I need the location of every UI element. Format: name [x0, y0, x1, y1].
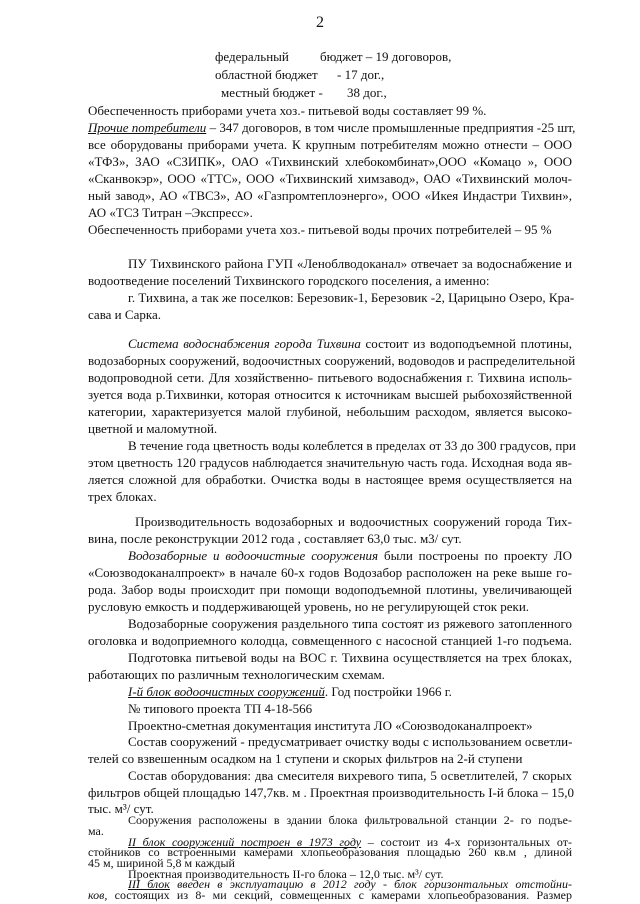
text-line: водопроводной сети. Для хозяйственно- питьевого водоснабжения г. Тихвина исполь- — [88, 370, 572, 385]
budget-regional-name: областной бюджет — [215, 67, 318, 82]
text-segment: состоящих из 8- ми секций, совмещенных с камерами хлопьеобразования. Размер — [107, 888, 572, 902]
heading-other-consumers: Прочие потребители — [88, 120, 207, 135]
text-segment: 45 м, шириной 5,8 м каждый — [88, 855, 235, 870]
text-line: Подготовка питьевой воды на ВОС г. Тихвина осуществляется на трех блоках, — [128, 650, 572, 665]
text-line — [88, 889, 572, 902]
text-line: Водозаборные сооружения раздельного типа состоят из ряжевого затопленного — [128, 616, 572, 631]
heading-water-system: Система водоснабжения города Тихвина — [128, 336, 361, 351]
text-segment: – состоит из 4-х горизонтальных от- — [361, 834, 572, 849]
text-line: оголовка и водоприемного колодца, совмещенного с насосной станцией 1-го подъема. — [88, 633, 572, 648]
heading-block-2: II блок сооружений построен в 1973 году — [128, 834, 362, 849]
text-line: «ТФЗ», ЗАО «СЗИПК», ОАО «Тихвинский хлебокомбинат»,ООО «Комацо », ООО — [88, 154, 572, 169]
text-segment: Сооружения расположены в здании блока фильтровальной станции 2- го подъе- — [128, 813, 572, 828]
budget-local-name: местный бюджет - — [221, 85, 323, 100]
text-line: Обеспеченность приборами учета хоз.- питьевой воды составляет 99 %. — [88, 103, 487, 118]
text-segment: ков, — [88, 888, 108, 902]
text-line: АО «ТСЗ Титран –Экспресс». — [88, 205, 253, 220]
page-number: 2 — [316, 14, 324, 31]
text-segment: Проектная производительность II-го блока – 12,0 тыс. м³/ сут. — [128, 866, 444, 881]
text-line: ляется сложной для обработки. Очистка воды в настоящее время осуществляется на — [88, 472, 572, 487]
text-segment: стойников со встроенными камерами хлопьеобразования площадью 260 кв.м , длиной — [88, 845, 572, 860]
text-line: Состав сооружений - предусматривает очистку воды с использованием осветли- — [128, 734, 573, 750]
budget-regional-text: - 17 дог., — [337, 67, 385, 82]
text-line: г. Тихвина, а так же поселков: Березовик-1, Березовик -2, Царицыно Озеро, Кра- — [128, 290, 575, 305]
budget-federal-name: федеральный — [215, 49, 289, 64]
text-line: Водозаборные и водоочистные сооружения были построены по проекту ЛО — [128, 548, 572, 563]
text-line: фильтров общей площадью 147,7кв. м . Проектная производительность I-й блока – 15,0 — [88, 784, 574, 800]
text-line: В течение года цветность воды колеблется в пределах от 33 до 300 градусов, при — [128, 438, 576, 453]
text-line: вина, после реконструкции 2012 года , составляет 63,0 тыс. м3/ сут. — [88, 531, 462, 546]
text-segment: ма. — [88, 823, 104, 838]
text-line: ный завод», АО «ТВСЗ», АО «Газпромтеплоэнерго», ООО «Икея Индастри Тихвин», — [88, 188, 572, 203]
budget-federal-text: бюджет – 19 договоров, — [320, 49, 452, 64]
text-line: рода. Забор воды происходит при помощи водоподъемной плотины, увеличивающей — [88, 582, 572, 597]
text-line: ПУ Тихвинского района ГУП «Леноблводоканал» отвечает за водоснабжение и — [128, 256, 572, 271]
text-line: Проектно-сметная документация института ЛО «Союзводоканалпроект» — [128, 717, 533, 733]
text-line: Состав оборудования: два смесителя вихревого типа, 5 осветлителей, 7 скорых — [128, 767, 572, 783]
text-line: Прочие потребители – 347 договоров, в том числе промышленные предприятия -25 шт, — [88, 120, 576, 135]
text-line: все оборудованы приборами учета. К крупным потребителям можно отнести – ООО — [88, 137, 572, 152]
text-line: тыс. м³/ сут. — [88, 801, 154, 817]
text-line: трех блоках. — [88, 489, 157, 504]
heading-block-1: I-й блок водоочистных сооружений — [128, 684, 325, 699]
text-line: телей со взвешенным осадком на 1 ступени и скорых фильтров на 2-й ступени — [88, 751, 523, 766]
text-line: I-й блок водоочистных сооружений. Год постройки 1966 г. — [128, 684, 452, 699]
text-line: Система водоснабжения города Тихвина состоит из водоподъемной плотины, — [128, 336, 573, 351]
text-line: категории, характеризуется малой глубиной, небольшим расходом, является высоко- — [88, 404, 572, 419]
text-line: водозаборных сооружений, водоочистных сооружений, водоводов и распределительной — [88, 353, 576, 368]
text-segment: введен в эксплуатацию в 2012 году - блок горизонтальных отстойни- — [169, 877, 572, 892]
text-line: Производительность водозаборных и водоочистных сооружений города Тих- — [135, 514, 572, 529]
text-line: работающих по различным технологическим схемам. — [88, 667, 385, 682]
text-line: «Союзводоканалпроект» в начале 60-х годов Водозабор расположен на реке выше го- — [88, 565, 572, 580]
text-line: водоотведение поселений Тихвинского городского поселения, а именно: — [88, 273, 490, 288]
text-line: цветной и маломутной. — [88, 421, 218, 436]
heading-intake-facilities: Водозаборные и водоочистные сооружения — [128, 548, 379, 563]
text-line: Обеспеченность приборами учета хоз.- питьевой воды прочих потребителей – 95 % — [88, 222, 552, 237]
budget-local-text: 38 дог., — [347, 85, 387, 100]
text-line: этом цветность 120 градусов наблюдается значительную часть года. Исходная вода яв- — [88, 455, 572, 470]
text-line: № типового проекта ТП 4-18-566 — [128, 700, 313, 716]
text-line: русловую емкость и поддерживающей уровень, но не регулирующей сток реки. — [88, 599, 530, 614]
text-line: «Сканвокэр», ООО «ТТС», ООО «Тихвинский химзавод», ОАО «Тихвинский молоч- — [88, 171, 572, 186]
heading-block-3: III блок — [128, 877, 170, 892]
text-line: сава и Сарка. — [88, 307, 161, 322]
text-line: зуется вода р.Тихвинки, которая относится к источникам высшей рыбохозяйственной — [88, 387, 572, 402]
